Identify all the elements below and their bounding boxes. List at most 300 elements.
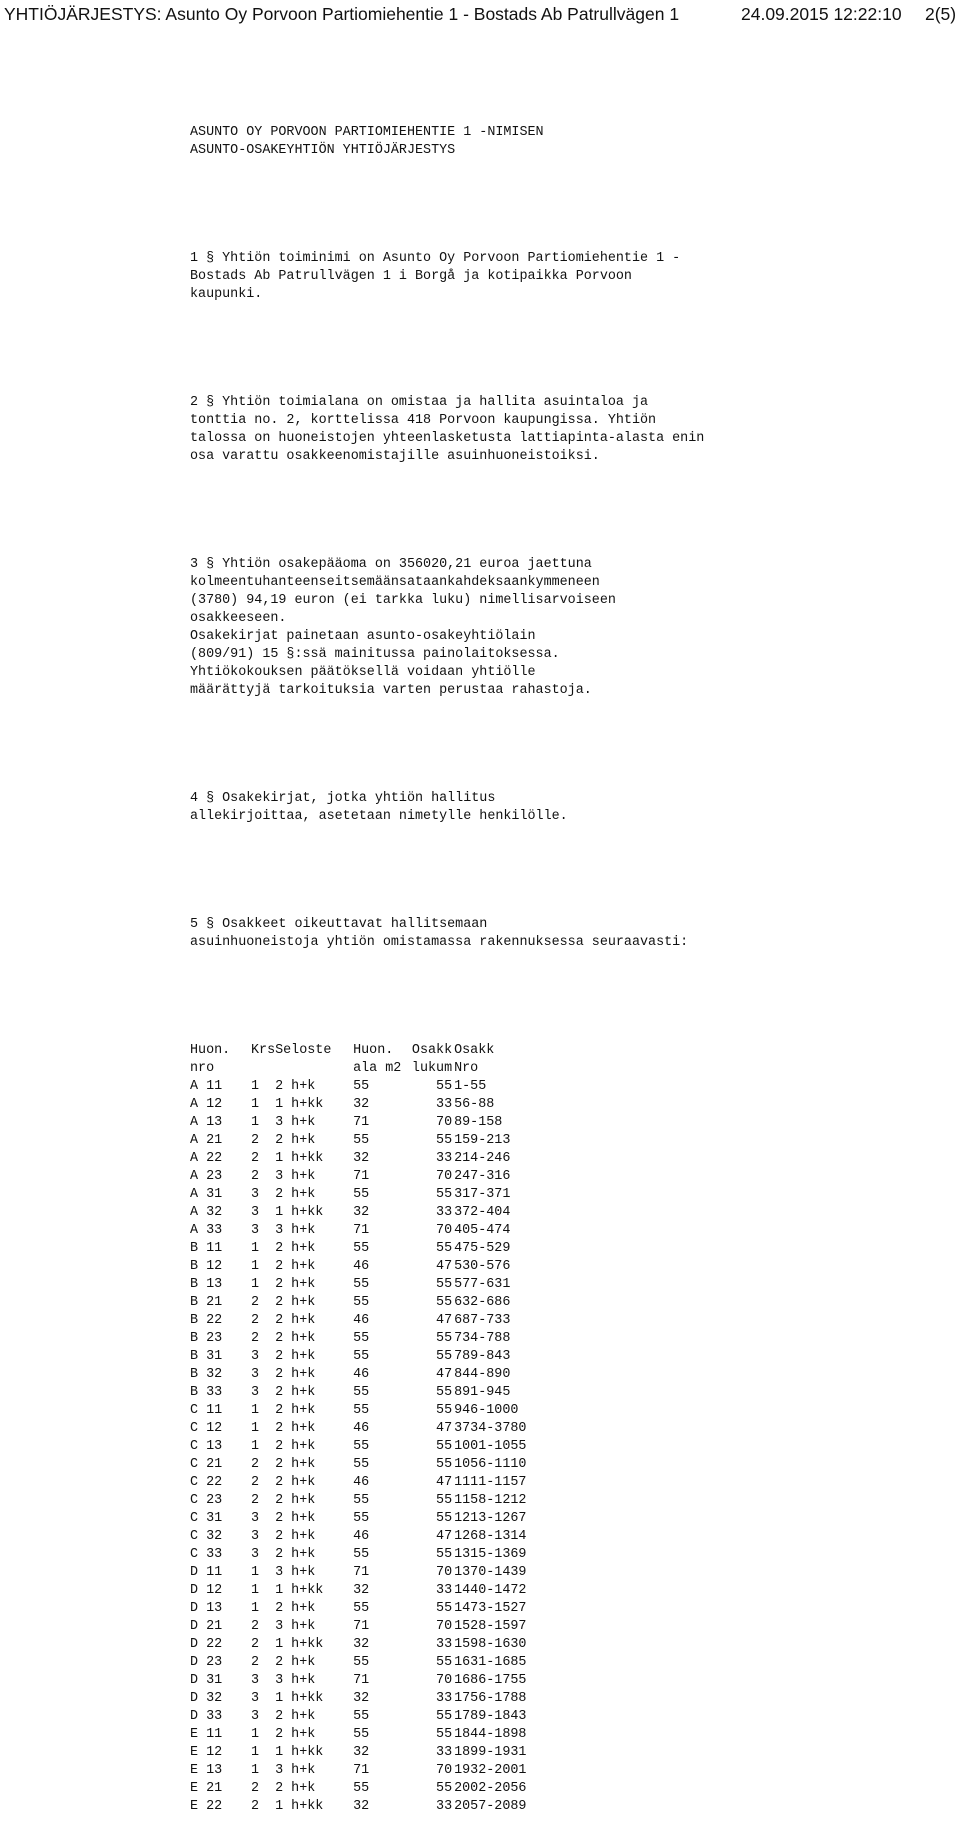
table-cell: 3 h+k: [275, 1619, 316, 1634]
text-line: 3 § Yhtiön osakepääoma on 356020,21 euroa jaettuna: [190, 557, 592, 572]
table-cell: B 21: [190, 1295, 223, 1310]
table-cell: 3: [251, 1709, 260, 1724]
table-cell: 55: [436, 1727, 453, 1742]
table-cell: E 21: [190, 1781, 223, 1796]
text-line: allekirjoittaa, asetetaan nimetylle henkilölle.: [190, 809, 568, 824]
document-body: [190, 88, 950, 1834]
table-cell: 55: [436, 1709, 453, 1724]
table-cell: 33: [436, 1205, 453, 1220]
table-cell: 46: [353, 1259, 370, 1274]
table-cell: A 33: [190, 1223, 223, 1238]
table-cell: 55: [353, 1439, 370, 1454]
table-cell: 1213-1267: [454, 1511, 527, 1526]
table-row: [190, 1114, 542, 1132]
table-cell: 1: [251, 1079, 260, 1094]
table-cell: 577-631: [454, 1277, 511, 1292]
table-cell: 1: [251, 1745, 260, 1760]
table-cell: 71: [353, 1223, 370, 1238]
table-row: [190, 1474, 542, 1492]
table-cell: 47: [436, 1259, 453, 1274]
table-cell: 71: [353, 1763, 370, 1778]
table-cell: 3: [251, 1349, 260, 1364]
text-line: osakkeeseen.: [190, 611, 287, 626]
table-cell: 3: [251, 1367, 260, 1382]
table-cell: C 31: [190, 1511, 223, 1526]
table-row: [190, 1312, 542, 1330]
table-cell: 70: [436, 1619, 453, 1634]
table-cell: 55: [436, 1439, 453, 1454]
table-row: [190, 1672, 542, 1690]
table-cell: C 11: [190, 1403, 223, 1418]
table-cell: 55: [353, 1295, 370, 1310]
table-cell: 32: [353, 1151, 370, 1166]
table-cell: 55: [353, 1781, 370, 1796]
table-cell: 1: [251, 1601, 260, 1616]
text-line: 5 § Osakkeet oikeuttavat hallitsemaan: [190, 917, 488, 932]
table-cell: 2 h+k: [275, 1421, 316, 1436]
table-cell: 2 h+k: [275, 1277, 316, 1292]
table-cell: 2: [251, 1655, 260, 1670]
table-cell: 3: [251, 1673, 260, 1688]
table-cell: Krs: [251, 1043, 276, 1058]
table-cell: 1 h+kk: [275, 1799, 324, 1814]
table-cell: 70: [436, 1115, 453, 1130]
table-cell: 70: [436, 1223, 453, 1238]
table-cell: 55: [353, 1349, 370, 1364]
table-cell: 55: [436, 1331, 453, 1346]
table-cell: 3 h+k: [275, 1223, 316, 1238]
page-header: [4, 3, 957, 25]
table-cell: 1899-1931: [454, 1745, 527, 1760]
text-line: tonttia no. 2, korttelissa 418 Porvoon kaupungissa. Yhtiön: [190, 413, 657, 428]
table-cell: 946-1000: [454, 1403, 519, 1418]
table-cell: Seloste: [275, 1043, 332, 1058]
section-3: [190, 556, 950, 700]
table-cell: [275, 1060, 353, 1078]
table-cell: 2 h+k: [275, 1529, 316, 1544]
table-cell: 3: [251, 1511, 260, 1526]
table-cell: 1315-1369: [454, 1547, 527, 1562]
table-cell: 55: [436, 1655, 453, 1670]
table-cell: 55: [353, 1133, 370, 1148]
text-line: Yhtiökokouksen päätöksellä voidaan yhtiölle: [190, 665, 536, 680]
table-cell: 56-88: [454, 1097, 495, 1112]
table-cell: E 22: [190, 1799, 223, 1814]
table-cell: 1756-1788: [454, 1691, 527, 1706]
table-cell: 1268-1314: [454, 1529, 527, 1544]
table-cell: 1440-1472: [454, 1583, 527, 1598]
table-row: [190, 1420, 542, 1438]
table-row: [190, 1366, 542, 1384]
table-cell: 2 h+k: [275, 1457, 316, 1472]
table-row: [190, 1726, 542, 1744]
table-cell: 1: [251, 1727, 260, 1742]
table-cell: E 13: [190, 1763, 223, 1778]
table-cell: 844-890: [454, 1367, 511, 1382]
table-cell: 55: [436, 1511, 453, 1526]
table-cell: A 11: [190, 1079, 223, 1094]
text-line: Osakekirjat painetaan asunto-osakeyhtiölain: [190, 629, 536, 644]
table-cell: 55: [353, 1709, 370, 1724]
text-line: 4 § Osakekirjat, jotka yhtiön hallitus: [190, 791, 496, 806]
table-cell: 46: [353, 1529, 370, 1544]
table-cell: D 12: [190, 1583, 223, 1598]
table-cell: 3: [251, 1691, 260, 1706]
table-cell: C 33: [190, 1547, 223, 1562]
table-cell: 46: [353, 1421, 370, 1436]
table-cell: nro: [190, 1061, 215, 1076]
table-cell: 3: [251, 1385, 260, 1400]
text-line: kolmeentuhanteenseitsemäänsataankahdeksaankymmeneen: [190, 575, 600, 590]
table-cell: B 11: [190, 1241, 223, 1256]
table-cell: 71: [353, 1619, 370, 1634]
table-cell: 1 h+kk: [275, 1745, 324, 1760]
table-cell: 47: [436, 1475, 453, 1490]
table-header-row: [190, 1042, 542, 1060]
table-header-row: [190, 1060, 542, 1078]
table-cell: 3: [251, 1547, 260, 1562]
table-row: [190, 1330, 542, 1348]
table-cell: 1370-1439: [454, 1565, 527, 1580]
table-cell: 2: [251, 1637, 260, 1652]
table-cell: 2 h+k: [275, 1709, 316, 1724]
table-cell: 32: [353, 1691, 370, 1706]
table-cell: 1: [251, 1277, 260, 1292]
text-line: osa varattu osakkeenomistajille asuinhuoneistoiksi.: [190, 449, 600, 464]
table-cell: 46: [353, 1313, 370, 1328]
section-5: [190, 916, 950, 952]
table-cell: Huon.: [190, 1043, 231, 1058]
table-cell: 632-686: [454, 1295, 511, 1310]
table-cell: 2 h+k: [275, 1331, 316, 1346]
table-cell: Nro: [454, 1061, 479, 1076]
table-cell: 2 h+k: [275, 1655, 316, 1670]
table-cell: 55: [353, 1655, 370, 1670]
table-cell: 2 h+k: [275, 1727, 316, 1742]
table-cell: 2 h+k: [275, 1259, 316, 1274]
table-cell: 247-316: [454, 1169, 511, 1184]
table-cell: 3: [251, 1223, 260, 1238]
table-cell: 33: [436, 1799, 453, 1814]
table-cell: 71: [353, 1673, 370, 1688]
table-row: [190, 1708, 542, 1726]
table-cell: 55: [436, 1547, 453, 1562]
table-cell: 55: [436, 1457, 453, 1472]
table-cell: 2 h+k: [275, 1295, 316, 1310]
table-row: [190, 1456, 542, 1474]
table-cell: 71: [353, 1115, 370, 1130]
table-cell: 1: [251, 1097, 260, 1112]
table-cell: 32: [353, 1583, 370, 1598]
table-cell: 55: [353, 1403, 370, 1418]
table-cell: 530-576: [454, 1259, 511, 1274]
table-cell: 71: [353, 1169, 370, 1184]
table-cell: 2: [251, 1619, 260, 1634]
table-cell: 734-788: [454, 1331, 511, 1346]
table-row: [190, 1222, 542, 1240]
table-cell: 475-529: [454, 1241, 511, 1256]
table-cell: 47: [436, 1367, 453, 1382]
table-cell: B 32: [190, 1367, 223, 1382]
table-cell: 2 h+k: [275, 1547, 316, 1562]
table-cell: 3: [251, 1205, 260, 1220]
table-cell: E 11: [190, 1727, 223, 1742]
table-cell: 32: [353, 1637, 370, 1652]
table-cell: 55: [353, 1547, 370, 1562]
table-row: [190, 1762, 542, 1780]
table-cell: 2 h+k: [275, 1241, 316, 1256]
table-cell: 159-213: [454, 1133, 511, 1148]
section-4: [190, 790, 950, 826]
table-cell: 2 h+k: [275, 1601, 316, 1616]
table-cell: 1: [251, 1241, 260, 1256]
table-cell: 687-733: [454, 1313, 511, 1328]
table-row: [190, 1600, 542, 1618]
table-cell: D 33: [190, 1709, 223, 1724]
table-cell: 2 h+k: [275, 1133, 316, 1148]
table-cell: 3 h+k: [275, 1565, 316, 1580]
table-cell: 2: [251, 1295, 260, 1310]
table-row: [190, 1618, 542, 1636]
table-cell: 3 h+k: [275, 1115, 316, 1130]
table-cell: 55: [436, 1781, 453, 1796]
table-row: [190, 1168, 542, 1186]
table-row: [190, 1690, 542, 1708]
table-cell: D 32: [190, 1691, 223, 1706]
table-cell: C 23: [190, 1493, 223, 1508]
table-cell: 47: [436, 1313, 453, 1328]
table-cell: 1 h+kk: [275, 1583, 324, 1598]
table-cell: 2057-2089: [454, 1799, 527, 1814]
table-cell: 32: [353, 1745, 370, 1760]
table-cell: 33: [436, 1637, 453, 1652]
table-cell: 1686-1755: [454, 1673, 527, 1688]
table-cell: Osakk: [454, 1043, 495, 1058]
table-cell: E 12: [190, 1745, 223, 1760]
table-row: [190, 1582, 542, 1600]
table-cell: 1: [251, 1763, 260, 1778]
table-cell: D 21: [190, 1619, 223, 1634]
table-cell: 55: [436, 1493, 453, 1508]
table-row: [190, 1240, 542, 1258]
table-cell: 55: [436, 1277, 453, 1292]
table-cell: 47: [436, 1421, 453, 1436]
table-cell: 55: [353, 1727, 370, 1742]
text-line: 1 § Yhtiön toiminimi on Asunto Oy Porvoon Partiomiehentie 1 -: [190, 251, 681, 266]
text-line: kaupunki.: [190, 287, 263, 302]
table-row: [190, 1780, 542, 1798]
text-line: asuinhuoneistoja yhtiön omistamassa rakennuksessa seuraavasti:: [190, 935, 689, 950]
table-cell: 70: [436, 1169, 453, 1184]
table-cell: 2 h+k: [275, 1439, 316, 1454]
table-cell: 3 h+k: [275, 1673, 316, 1688]
table-row: [190, 1492, 542, 1510]
table-row: [190, 1150, 542, 1168]
table-cell: B 33: [190, 1385, 223, 1400]
table-row: [190, 1510, 542, 1528]
table-cell: A 23: [190, 1169, 223, 1184]
table-cell: C 21: [190, 1457, 223, 1472]
table-cell: Huon.: [353, 1043, 394, 1058]
document-title: YHTIÖJÄRJESTYS: Asunto Oy Porvoon Partiomiehentie 1 - Bostads Ab Patrullvägen 1: [4, 4, 680, 24]
table-cell: 2: [251, 1169, 260, 1184]
table-cell: 1789-1843: [454, 1709, 527, 1724]
text-line: (3780) 94,19 euron (ei tarkka luku) nimellisarvoiseen: [190, 593, 616, 608]
table-row: [190, 1276, 542, 1294]
table-cell: 33: [436, 1151, 453, 1166]
table-cell: A 22: [190, 1151, 223, 1166]
table-cell: 2 h+k: [275, 1493, 316, 1508]
text-line: ASUNTO-OSAKEYHTIÖN YHTIÖJÄRJESTYS: [190, 143, 456, 158]
table-row: [190, 1258, 542, 1276]
table-row: [190, 1384, 542, 1402]
table-cell: ala m2: [353, 1061, 402, 1076]
table-cell: 1 h+kk: [275, 1151, 324, 1166]
table-row: [190, 1654, 542, 1672]
table-row: [190, 1744, 542, 1762]
table-cell: 33: [436, 1745, 453, 1760]
table-cell: 891-945: [454, 1385, 511, 1400]
table-cell: D 13: [190, 1601, 223, 1616]
table-cell: 2 h+k: [275, 1187, 316, 1202]
table-cell: 55: [353, 1331, 370, 1346]
table-cell: 46: [353, 1367, 370, 1382]
table-cell: 55: [436, 1295, 453, 1310]
table-cell: 405-474: [454, 1223, 511, 1238]
table-cell: 1: [251, 1565, 260, 1580]
table-cell: 1473-1527: [454, 1601, 527, 1616]
table-cell: 70: [436, 1673, 453, 1688]
table-cell: 89-158: [454, 1115, 503, 1130]
table-cell: 3 h+k: [275, 1169, 316, 1184]
table-cell: 372-404: [454, 1205, 511, 1220]
table-cell: A 21: [190, 1133, 223, 1148]
table-cell: 55: [353, 1079, 370, 1094]
table-cell: 2002-2056: [454, 1781, 527, 1796]
table-cell: 2 h+k: [275, 1313, 316, 1328]
table-cell: A 32: [190, 1205, 223, 1220]
table-cell: 55: [436, 1349, 453, 1364]
table-cell: lukum: [411, 1061, 453, 1076]
table-cell: 317-371: [454, 1187, 511, 1202]
table-cell: 1: [251, 1115, 260, 1130]
table-cell: 2: [251, 1331, 260, 1346]
table-cell: 1: [251, 1583, 260, 1598]
text-line: Bostads Ab Patrullvägen 1 i Borgå ja kotipaikka Porvoon: [190, 269, 632, 284]
table-cell: 214-246: [454, 1151, 511, 1166]
table-cell: A 13: [190, 1115, 223, 1130]
table-cell: 1158-1212: [454, 1493, 527, 1508]
table-cell: 1: [251, 1421, 260, 1436]
table-cell: 2 h+k: [275, 1367, 316, 1382]
table-cell: 1-55: [454, 1079, 487, 1094]
table-cell: 2: [251, 1151, 260, 1166]
table-cell: 55: [353, 1493, 370, 1508]
table-cell: C 13: [190, 1439, 223, 1454]
table-cell: 3: [251, 1187, 260, 1202]
table-cell: B 23: [190, 1331, 223, 1346]
print-datetime: 24.09.2015 12:22:10: [741, 4, 902, 24]
text-line: ASUNTO OY PORVOON PARTIOMIEHENTIE 1 -NIMISEN: [190, 125, 544, 140]
table-cell: 55: [436, 1187, 453, 1202]
table-cell: 55: [436, 1403, 453, 1418]
table-cell: 2 h+k: [275, 1349, 316, 1364]
table-cell: 71: [353, 1565, 370, 1580]
table-row: [190, 1204, 542, 1222]
table-cell: B 13: [190, 1277, 223, 1292]
table-cell: D 22: [190, 1637, 223, 1652]
table-cell: 2: [251, 1457, 260, 1472]
table-cell: 55: [436, 1241, 453, 1256]
table-cell: 55: [353, 1457, 370, 1472]
table-cell: 2 h+k: [275, 1781, 316, 1796]
table-cell: 1 h+kk: [275, 1691, 324, 1706]
table-cell: 1 h+kk: [275, 1205, 324, 1220]
table-cell: 1 h+kk: [275, 1097, 324, 1112]
table-cell: 2 h+k: [275, 1511, 316, 1526]
table-row: [190, 1096, 542, 1114]
table-cell: 1111-1157: [454, 1475, 527, 1490]
table-cell: 33: [436, 1097, 453, 1112]
table-cell: B 12: [190, 1259, 223, 1274]
table-cell: 2 h+k: [275, 1475, 316, 1490]
table-row: [190, 1564, 542, 1582]
table-cell: C 12: [190, 1421, 223, 1436]
table-row: [190, 1402, 542, 1420]
table-row: [190, 1636, 542, 1654]
table-cell: C 22: [190, 1475, 223, 1490]
table-cell: 2: [251, 1781, 260, 1796]
table-cell: D 31: [190, 1673, 223, 1688]
table-cell: 32: [353, 1097, 370, 1112]
table-cell: 33: [436, 1691, 453, 1706]
table-cell: 70: [436, 1565, 453, 1580]
table-cell: 2 h+k: [275, 1079, 316, 1094]
section-1: [190, 250, 950, 304]
table-cell: 46: [353, 1475, 370, 1490]
table-cell: 32: [353, 1205, 370, 1220]
text-line: määrättyjä tarkoituksia varten perustaa rahastoja.: [190, 683, 592, 698]
table-cell: 47: [436, 1529, 453, 1544]
table-row: [190, 1798, 542, 1816]
table-row: [190, 1294, 542, 1312]
table-cell: D 11: [190, 1565, 223, 1580]
table-cell: B 22: [190, 1313, 223, 1328]
table-cell: 2 h+k: [275, 1385, 316, 1400]
table-cell: 70: [436, 1763, 453, 1778]
table-cell: 55: [353, 1385, 370, 1400]
table-cell: 1528-1597: [454, 1619, 527, 1634]
table-row: [190, 1078, 542, 1096]
table-cell: 55: [436, 1385, 453, 1400]
table-cell: 1: [251, 1439, 260, 1454]
table-row: [190, 1348, 542, 1366]
table-cell: D 23: [190, 1655, 223, 1670]
table-cell: 55: [353, 1601, 370, 1616]
section-2: [190, 394, 950, 466]
table-cell: 3734-3780: [454, 1421, 527, 1436]
table-row: [190, 1186, 542, 1204]
table-cell: 1598-1630: [454, 1637, 527, 1652]
table-cell: 55: [436, 1079, 453, 1094]
table-cell: 2: [251, 1313, 260, 1328]
table-row: [190, 1438, 542, 1456]
text-line: (809/91) 15 §:ssä mainitussa painolaitoksessa.: [190, 647, 560, 662]
table-cell: B 31: [190, 1349, 223, 1364]
table-cell: 2: [251, 1475, 260, 1490]
table-cell: 789-843: [454, 1349, 511, 1364]
table-cell: 55: [353, 1511, 370, 1526]
